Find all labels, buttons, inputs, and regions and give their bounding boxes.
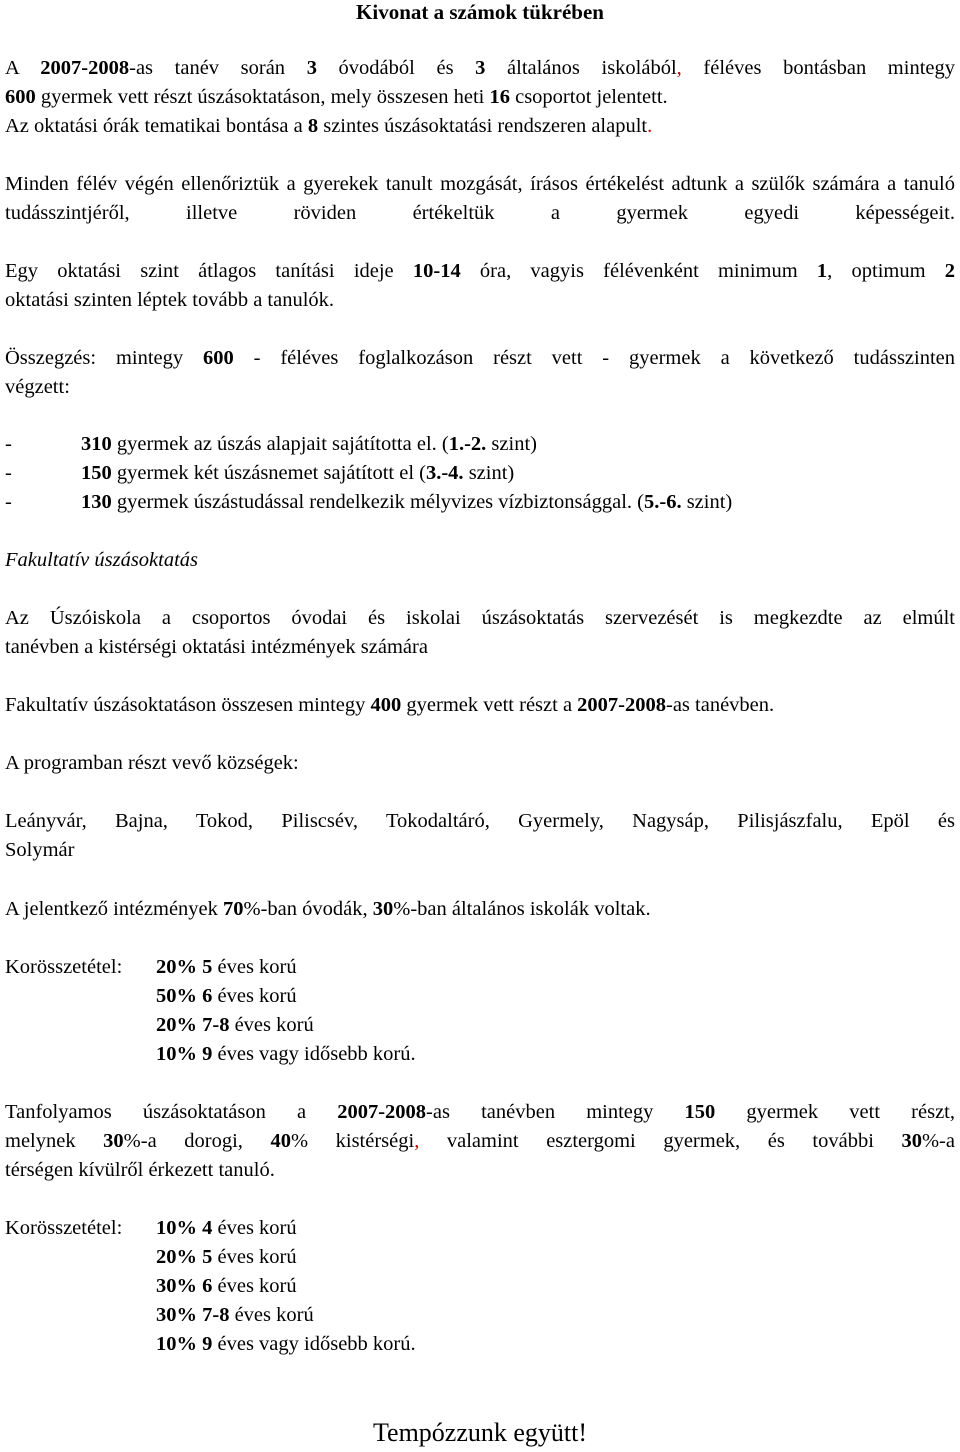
evaluation-paragraph: Minden félév végén ellenőriztük a gyerekek tanult mozgását, írásos értékelést adtunk a szülők számára a tanuló tudásszintjéről, illetve röviden értékeltük a gyermek egyedi képességeit. — [5, 173, 955, 224]
intro-line-1: A 2007-2008-as tanév során 3 óvodából és 3 általános iskolából, féléves bontásban mintegy — [5, 57, 955, 79]
age-row: 10% 9 éves vagy idősebb korú. — [156, 1043, 416, 1065]
age-composition-label: Korösszetétel: — [5, 1217, 123, 1239]
optional-swimming-paragraph: Fakultatív úszásoktatáson összesen mintegy 400 gyermek vett részt a 2007-2008-as tanévben. — [5, 694, 775, 716]
age-row: 10% 9 éves vagy idősebb korú. — [156, 1333, 416, 1355]
villages-line-1: Leányvár, Bajna, Tokod, Piliscsév, Tokodaltáró, Gyermely, Nagysáp, Pilisjászfalu, Epöl és — [5, 810, 955, 832]
section-heading: Fakultatív úszásoktatás — [5, 549, 199, 571]
summary-line-1: Összegzés: mintegy 600 - féléves foglalkozáson részt vett - gyermek a következő tudásszinten — [5, 347, 956, 369]
age-row: 50% 6 éves korú — [156, 985, 297, 1007]
age-composition-label: Korösszetétel: — [5, 956, 123, 978]
page-title: Kivonat a számok tükrében — [356, 0, 604, 24]
footer-slogan: Tempózzunk együtt! — [372, 1418, 588, 1447]
intro-line-2: 600 gyermek vett részt úszásoktatáson, mely összesen heti 16 csoportot jelentett. — [5, 86, 668, 108]
villages-line-2: Solymár — [5, 839, 75, 861]
course-paragraph-line-3: térségen kívülről érkezett tanuló. — [5, 1159, 275, 1181]
school-paragraph-line-2: tanévben a kistérségi oktatási intézmények számára — [5, 636, 428, 658]
level-paragraph-line-2: oktatási szinten léptek tovább a tanulók. — [5, 289, 335, 311]
course-paragraph-line-2: melynek 30%-a dorogi, 40% kistérségi, valamint esztergomi gyermek, és további 30%-a — [5, 1130, 955, 1152]
summary-line-2: végzett: — [5, 376, 70, 398]
school-paragraph-line-1: Az Úszóiskola a csoportos óvodai és iskolai úszásoktatás szervezését is megkezdte az elmúlt — [5, 607, 955, 629]
program-villages-heading: A programban részt vevő községek: — [5, 752, 299, 774]
age-row: 20% 5 éves korú — [156, 1246, 297, 1268]
intro-line-3: Az oktatási órák tematikai bontása a 8 szintes úszásoktatási rendszeren alapult. — [5, 115, 653, 137]
age-row: 20% 7-8 éves korú — [156, 1014, 314, 1036]
age-row: 20% 5 éves korú — [156, 956, 297, 978]
age-row: 30% 6 éves korú — [156, 1275, 297, 1297]
age-row: 10% 4 éves korú — [156, 1217, 297, 1239]
institutions-paragraph: A jelentkező intézmények 70%-ban óvodák, 30%-ban általános iskolák voltak. — [5, 898, 651, 920]
level-paragraph-line-1: Egy oktatási szint átlagos tanítási ideje 10-14 óra, vagyis félévenként minimum 1, optimum 2 — [5, 260, 955, 282]
course-paragraph-line-1: Tanfolyamos úszásoktatáson a 2007-2008-as tanévben mintegy 150 gyermek vett részt, — [5, 1101, 955, 1123]
age-row: 30% 7-8 éves korú — [156, 1304, 314, 1326]
